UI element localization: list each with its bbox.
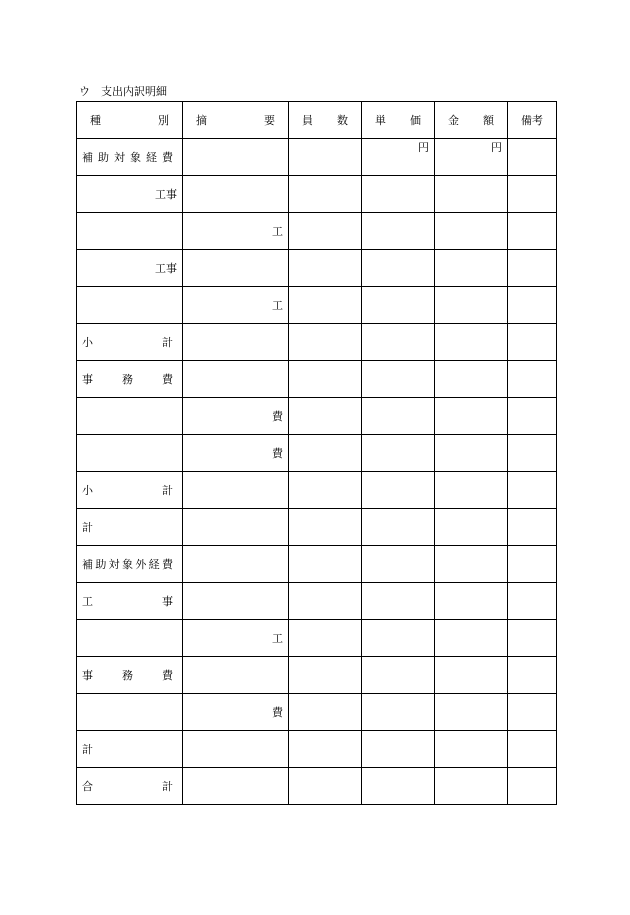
row-desc-expense: 費 (183, 435, 289, 472)
amount-cell[interactable] (435, 139, 508, 176)
kind-cell[interactable] (77, 213, 183, 250)
amount-cell[interactable] (435, 324, 508, 361)
kind-cell[interactable] (77, 435, 183, 472)
unit-price-cell[interactable] (362, 472, 435, 509)
row-desc-expense: 費 (183, 694, 289, 731)
unit-price-cell[interactable] (362, 139, 435, 176)
table-row (77, 731, 557, 768)
note-cell[interactable] (508, 398, 557, 435)
amount-cell[interactable] (435, 768, 508, 805)
row-label-total: 計 (77, 509, 183, 546)
count-cell[interactable] (289, 250, 362, 287)
description-cell[interactable] (183, 657, 289, 694)
count-cell[interactable] (289, 176, 362, 213)
amount-cell[interactable] (435, 620, 508, 657)
description-cell[interactable] (183, 361, 289, 398)
note-cell[interactable] (508, 139, 557, 176)
table-row (77, 583, 557, 620)
table-row (77, 620, 557, 657)
amount-cell[interactable] (435, 583, 508, 620)
kind-cell[interactable] (77, 398, 183, 435)
count-cell[interactable] (289, 139, 362, 176)
note-cell[interactable] (508, 213, 557, 250)
row-label-total: 計 (77, 731, 183, 768)
count-cell[interactable] (289, 768, 362, 805)
unit-price-cell[interactable] (362, 583, 435, 620)
count-cell[interactable] (289, 398, 362, 435)
amount-cell[interactable] (435, 472, 508, 509)
kind-cell[interactable] (77, 287, 183, 324)
amount-cell[interactable] (435, 213, 508, 250)
count-cell[interactable] (289, 324, 362, 361)
unit-price-cell[interactable] (362, 546, 435, 583)
note-cell[interactable] (508, 435, 557, 472)
header-row (77, 102, 557, 139)
count-cell[interactable] (289, 620, 362, 657)
section-heading (79, 85, 167, 99)
amount-cell[interactable] (435, 361, 508, 398)
description-cell[interactable] (183, 176, 289, 213)
description-cell[interactable] (183, 472, 289, 509)
amount-cell[interactable] (435, 731, 508, 768)
amount-cell[interactable] (435, 546, 508, 583)
table-row (77, 213, 557, 250)
description-cell[interactable] (183, 250, 289, 287)
note-cell[interactable] (508, 768, 557, 805)
kind-cell[interactable] (77, 620, 183, 657)
row-desc-work: 工 (183, 620, 289, 657)
header-count: 員 数 (289, 102, 362, 139)
row-label-subtotal: 小 計 (77, 324, 183, 361)
unit-price-cell[interactable] (362, 620, 435, 657)
unit-price-cell[interactable] (362, 213, 435, 250)
unit-price-cell[interactable] (362, 361, 435, 398)
table-row (77, 546, 557, 583)
row-label-office-expenses: 事 務 費 (77, 657, 183, 694)
header-note: 備考 (508, 102, 557, 139)
table-row (77, 250, 557, 287)
amount-cell[interactable] (435, 657, 508, 694)
count-cell[interactable] (289, 546, 362, 583)
count-cell[interactable] (289, 435, 362, 472)
row-desc-expense: 費 (183, 398, 289, 435)
amount-cell[interactable] (435, 398, 508, 435)
note-cell[interactable] (508, 250, 557, 287)
note-cell[interactable] (508, 731, 557, 768)
kind-cell[interactable] (77, 694, 183, 731)
note-cell[interactable] (508, 509, 557, 546)
expense-breakdown-table (76, 101, 557, 805)
unit-price-cell[interactable] (362, 435, 435, 472)
count-cell[interactable] (289, 287, 362, 324)
note-cell[interactable] (508, 472, 557, 509)
note-cell[interactable] (508, 583, 557, 620)
unit-price-cell[interactable] (362, 398, 435, 435)
unit-price-cell[interactable] (362, 731, 435, 768)
note-cell[interactable] (508, 694, 557, 731)
count-cell[interactable] (289, 472, 362, 509)
unit-price-cell[interactable] (362, 509, 435, 546)
count-cell[interactable] (289, 583, 362, 620)
row-label-construction: 工事 (77, 176, 183, 213)
table-row (77, 139, 557, 176)
row-label-construction: 工事 (77, 250, 183, 287)
note-cell[interactable] (508, 657, 557, 694)
row-label-office-expenses: 事 務 費 (77, 361, 183, 398)
table-row (77, 509, 557, 546)
table-row (77, 657, 557, 694)
section-title: 支出内訳明細 (101, 85, 167, 98)
table-row (77, 694, 557, 731)
header-amount: 金 額 (435, 102, 508, 139)
unit-price-cell[interactable] (362, 287, 435, 324)
row-label-subsidy-expenses: 補 助 対 象 経 費 (77, 139, 183, 176)
count-cell[interactable] (289, 213, 362, 250)
description-cell[interactable] (183, 731, 289, 768)
table-row (77, 361, 557, 398)
row-label-construction: 工 事 (77, 583, 183, 620)
note-cell[interactable] (508, 546, 557, 583)
amount-cell[interactable] (435, 287, 508, 324)
description-cell[interactable] (183, 509, 289, 546)
count-cell[interactable] (289, 694, 362, 731)
table-row (77, 435, 557, 472)
header-description: 摘 要 (183, 102, 289, 139)
description-cell[interactable] (183, 768, 289, 805)
amount-cell[interactable] (435, 250, 508, 287)
count-cell[interactable] (289, 509, 362, 546)
amount-cell[interactable] (435, 176, 508, 213)
note-cell[interactable] (508, 620, 557, 657)
table-row (77, 472, 557, 509)
table-row (77, 287, 557, 324)
row-desc-work: 工 (183, 213, 289, 250)
row-label-grand-total: 合 計 (77, 768, 183, 805)
amount-cell[interactable] (435, 435, 508, 472)
amount-cell[interactable] (435, 694, 508, 731)
description-cell[interactable] (183, 139, 289, 176)
amount-cell[interactable] (435, 509, 508, 546)
header-kind: 種 別 (77, 102, 183, 139)
note-cell[interactable] (508, 324, 557, 361)
row-label-subtotal: 小 計 (77, 472, 183, 509)
amount-yen: 円 (491, 141, 502, 154)
row-label-non-subsidy-expenses: 補 助 対 象 外 経 費 (77, 546, 183, 583)
unit-price-cell[interactable] (362, 250, 435, 287)
unit-price-cell[interactable] (362, 176, 435, 213)
table-row (77, 768, 557, 805)
note-cell[interactable] (508, 361, 557, 398)
unit-price-cell[interactable] (362, 694, 435, 731)
table-row (77, 176, 557, 213)
unit-price-cell[interactable] (362, 324, 435, 361)
note-cell[interactable] (508, 287, 557, 324)
header-unit-price: 単 価 (362, 102, 435, 139)
count-cell[interactable] (289, 731, 362, 768)
unit-price-cell[interactable] (362, 657, 435, 694)
description-cell[interactable] (183, 546, 289, 583)
description-cell[interactable] (183, 583, 289, 620)
row-desc-work: 工 (183, 287, 289, 324)
table-row (77, 398, 557, 435)
table-row (77, 324, 557, 361)
description-cell[interactable] (183, 324, 289, 361)
count-cell[interactable] (289, 361, 362, 398)
unit-price-cell[interactable] (362, 768, 435, 805)
unit-price-yen: 円 (418, 141, 429, 154)
note-cell[interactable] (508, 176, 557, 213)
section-mark: ウ (79, 85, 90, 98)
count-cell[interactable] (289, 657, 362, 694)
